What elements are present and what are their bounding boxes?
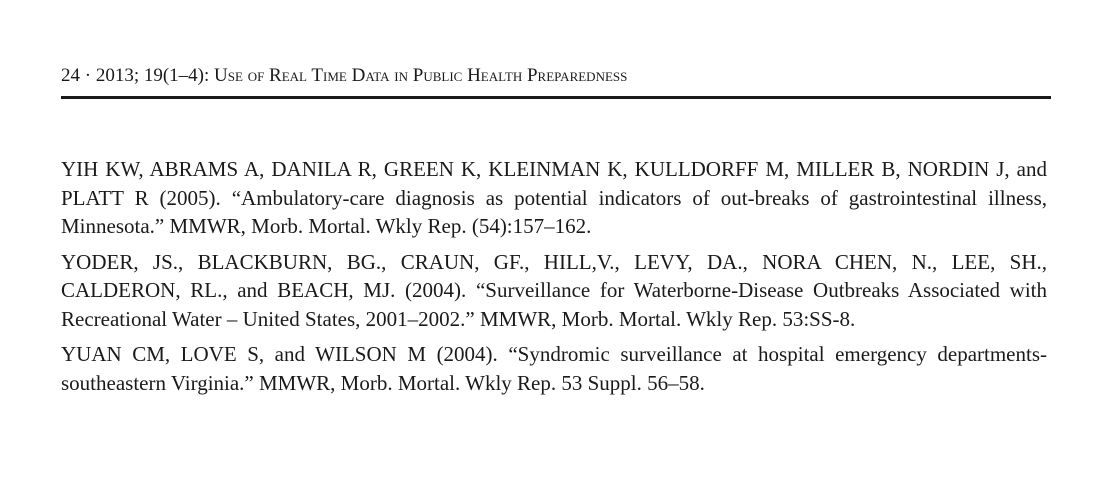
reference-entry: YIH KW, ABRAMS A, DANILA R, GREEN K, KLEINMAN K, KULLDORFF M, MILLER B, NORDIN J, and PLATT R (2005). “Ambulatory-care diagnosis as potential indicators of out-breaks of gastrointestinal illness, Minnesota.” MMWR, Morb. Mortal. Wkly Rep. (54):157–162. [61,157,1047,238]
running-head [61,64,1051,88]
reference-list [61,155,1047,404]
page-number: 24 [61,65,80,86]
reference-entry: YUAN CM, LOVE S, and WILSON M (2004). “Syndromic surveillance at hospital emergency departments-southeastern Virginia.” MMWR, Morb. Mortal. Wkly Rep. 53 Suppl. 56–58. [61,342,1047,395]
reference-entry: YODER, JS., BLACKBURN, BG., CRAUN, GF., HILL,V., LEVY, DA., NORA CHEN, N., LEE, SH., CALDERON, RL., and BEACH, MJ. (2004). “Surveillance for Waterborne-Disease Outbreaks Associated with Recreational Water – United States, 2001–2002.” MMWR, Morb. Mortal. Wkly Rep. 53:SS-8. [61,249,1047,331]
header-rule [61,96,1051,99]
running-title: Use of Real Time Data in Public Health Preparedness [214,65,628,86]
header-separator: · [84,65,92,86]
journal-citation: 2013; 19(1–4): [95,65,210,86]
